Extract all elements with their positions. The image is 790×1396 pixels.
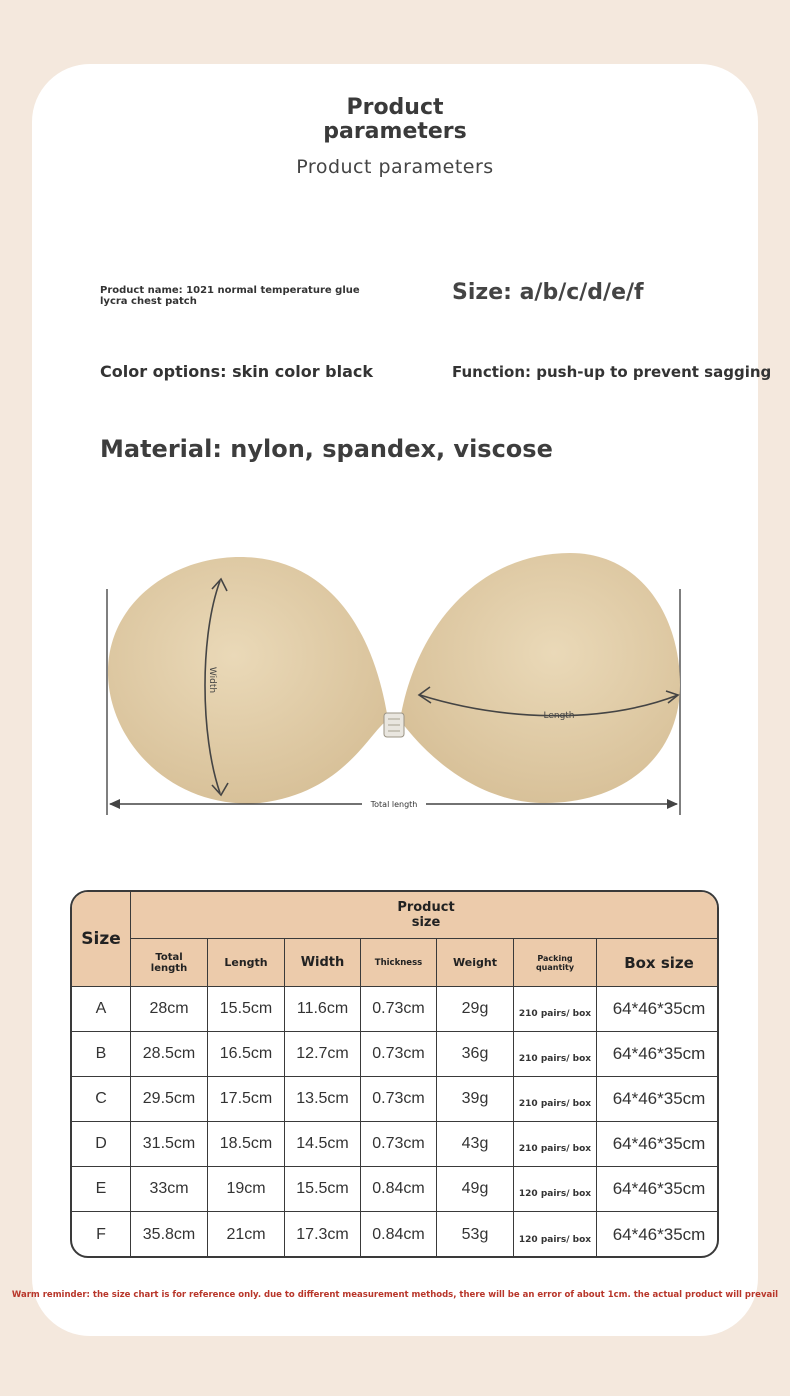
table-cell-text: 64*46*35cm [612,1089,706,1108]
table-cell-thickness [361,1212,437,1257]
table-cell-text: 210 pairs/ box [518,1009,592,1019]
table-cell-packing [514,987,597,1032]
table-cell-text: 29.5cm [142,1090,196,1107]
table-cell-text: 0.73cm [372,1045,425,1062]
table-cell-text: 0.73cm [372,1000,425,1017]
table-cell-text: D [95,1135,107,1152]
group-header-line2: size [411,915,441,930]
table-cell-thickness [361,1077,437,1122]
product-name-text: Product name: 1021 normal temperature glue lycra chest patch [100,285,360,307]
column-header-text: Length [224,956,268,969]
size-chart-table [70,890,719,1258]
column-header-text: Total length [150,951,188,974]
table-cell-box [597,1122,719,1167]
table-cell-text: 49g [461,1180,489,1197]
table-cell-text: 0.73cm [372,1090,425,1107]
table-cell-length [208,1122,285,1167]
table-cell-text: 31.5cm [142,1135,196,1152]
table-cell-text: 29g [461,1000,489,1017]
table-cell-text: 15.5cm [296,1180,349,1197]
table-cell-box [597,1032,719,1077]
table-cell-text: 39g [461,1090,489,1107]
table-cell-length [208,1077,285,1122]
table-cell-text: 21cm [226,1225,266,1243]
table-cell-box [597,1167,719,1212]
table-cell-text: 15.5cm [219,1000,273,1017]
table-cell-total-length [131,1167,208,1212]
table-cell-text: 35.8cm [142,1225,196,1243]
table-cell-width [285,1122,361,1167]
table-cell-size [72,1122,131,1167]
size-column-header [72,892,131,987]
table-cell-text: 18.5cm [219,1135,273,1152]
table-cell-length [208,1032,285,1077]
table-cell-size [72,1212,131,1257]
table-cell-width [285,1167,361,1212]
column-header-packing-quantity [514,939,597,987]
table-cell-text: 0.73cm [372,1135,425,1152]
table-cell-weight [437,987,514,1032]
table-cell-text: 64*46*35cm [612,1044,706,1063]
table-cell-text: 17.3cm [296,1225,349,1243]
column-header-text: Thickness [374,957,423,968]
table-cell-size [72,1077,131,1122]
page-subtitle: Product parameters [296,156,494,178]
size-column-header-text: Size [81,929,121,949]
table-cell-text: 28.5cm [142,1045,196,1062]
column-header-width [285,939,361,987]
column-header-text: Box size [624,953,694,972]
page-title-line1: Product [346,95,444,120]
table-cell-text: 36g [461,1045,489,1062]
column-header-length [208,939,285,987]
table-cell-width [285,987,361,1032]
warm-reminder-note: Warm reminder: the size chart is for reference only. due to different measurement methods, there will be an error of about 1cm. the actual product will prevail [11,1290,779,1300]
total-length-arrow-head-left [109,799,120,809]
table-cell-text: 210 pairs/ box [518,1054,592,1064]
function-text: Function: push-up to prevent sagging [452,363,772,381]
size-options-text: Size: a/b/c/d/e/f [452,280,644,305]
group-header-line1: Product [397,900,455,915]
table-cell-total-length [131,1077,208,1122]
table-cell-packing [514,1077,597,1122]
table-cell-thickness [361,987,437,1032]
table-cell-text: 0.84cm [372,1225,425,1243]
table-cell-text: A [95,1000,107,1017]
column-header-total-length [131,939,208,987]
total-length-label: Total length [370,800,418,809]
width-label: Width [207,666,217,694]
color-options-text: Color options: skin color black [100,362,374,381]
table-cell-width [285,1212,361,1257]
table-cell-thickness [361,1122,437,1167]
product-measurement-diagram [100,545,690,825]
table-cell-width [285,1032,361,1077]
table-cell-thickness [361,1032,437,1077]
product-size-group-header [131,892,719,939]
table-cell-text: 210 pairs/ box [518,1144,592,1154]
table-cell-length [208,1212,285,1257]
table-cell-packing [514,1212,597,1257]
table-cell-text: B [95,1045,107,1062]
table-cell-total-length [131,1122,208,1167]
page-title [0,96,790,144]
table-cell-text: 64*46*35cm [612,999,706,1018]
column-header-weight [437,939,514,987]
table-cell-packing [514,1122,597,1167]
page-title-line2: parameters [323,119,467,144]
table-cell-size [72,1167,131,1212]
table-cell-text: 64*46*35cm [612,1179,706,1198]
table-cell-text: F [96,1225,106,1243]
table-cell-weight [437,1122,514,1167]
table-cell-total-length [131,1212,208,1257]
table-cell-packing [514,1032,597,1077]
column-header-text: Weight [453,956,497,969]
table-cell-text: 16.5cm [219,1045,273,1062]
table-cell-text: 11.6cm [296,1000,349,1017]
table-cell-text: E [95,1180,107,1197]
column-header-box-size [597,939,719,987]
table-cell-size [72,987,131,1032]
left-cup-shape [108,557,388,804]
column-header-text: Width [300,955,345,970]
table-cell-total-length [131,1032,208,1077]
table-cell-weight [437,1167,514,1212]
table-cell-weight [437,1032,514,1077]
table-cell-thickness [361,1167,437,1212]
table-cell-length [208,1167,285,1212]
table-cell-text: 33cm [149,1180,189,1197]
table-cell-text: 120 pairs/ box [518,1235,592,1245]
table-cell-weight [437,1077,514,1122]
column-header-thickness [361,939,437,987]
table-cell-packing [514,1167,597,1212]
table-cell-text: 120 pairs/ box [518,1189,592,1199]
table-cell-box [597,987,719,1032]
table-cell-text: 19cm [226,1180,266,1197]
table-cell-length [208,987,285,1032]
material-text: Material: nylon, spandex, viscose [100,435,553,463]
column-header-text: Packing quantity [535,953,575,972]
table-cell-text: 13.5cm [296,1090,349,1107]
table-cell-text: 53g [461,1225,489,1243]
table-cell-text: 12.7cm [296,1045,349,1062]
table-cell-text: 43g [461,1135,489,1152]
table-cell-text: 210 pairs/ box [518,1099,592,1109]
right-cup-shape [400,553,680,803]
table-cell-text: 28cm [149,1000,189,1017]
table-cell-box [597,1212,719,1257]
table-cell-text: 14.5cm [296,1135,349,1152]
table-cell-total-length [131,987,208,1032]
length-label: Length [543,711,575,721]
table-cell-text: C [95,1090,107,1107]
table-cell-weight [437,1212,514,1257]
table-cell-text: 17.5cm [219,1090,273,1107]
table-cell-text: 64*46*35cm [612,1224,706,1244]
table-cell-size [72,1032,131,1077]
table-cell-text: 64*46*35cm [612,1134,706,1153]
table-cell-width [285,1077,361,1122]
table-cell-text: 0.84cm [372,1180,425,1197]
table-cell-box [597,1077,719,1122]
total-length-arrow-head-right [667,799,678,809]
